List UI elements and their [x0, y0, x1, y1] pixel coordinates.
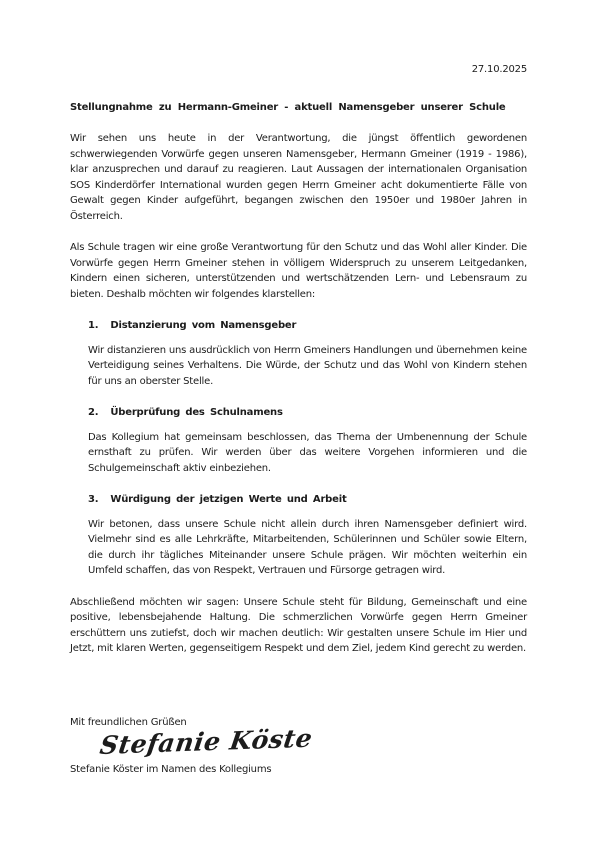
section-heading-text: Überprüfung des Schulnamens	[110, 407, 283, 418]
closing-paragraph: Abschließend möchten wir sagen: Unsere Schule steht für Bildung, Gemeinschaft und eine positive, lebensbejahende Haltung. Die schmerzlichen Vorwürfe gegen Herrn Gmeiner erschüttern uns zutiefst, doch wir machen deutlich: Wir gestalten unsere Schule im Hier und Jetzt, mit klaren Werten, gegenseitigem Respekt und dem Ziel, jedem Kind gerecht zu werden.	[70, 596, 527, 654]
section-number: 2.	[88, 407, 99, 418]
section-body: Das Kollegium hat gemeinsam beschlossen, das Thema der Umbenennung der Schule ernsthaft zu prüfen. Wir werden über das weitere Vorgehen informieren und die Schulgemeinschaft aktiv einbeziehen.	[88, 431, 527, 474]
document-title: Stellungnahme zu Hermann-Gmeiner - aktuell Namensgeber unserer Schule	[70, 101, 506, 113]
responsibility-paragraph: Als Schule tragen wir eine große Verantwortung für den Schutz und das Wohl aller Kinder. Die Vorwürfe gegen Herrn Gmeiner stehen in völligem Widerspruch zu unserem Leitgedanken, Kindern einen sicheren, unterstützenden und wertschätzenden Lern- und Lebensraum zu bieten. Deshalb möchten wir folgendes klarstellen:	[70, 242, 527, 300]
signoff-name: Stefanie Köster im Namen des Kollegiums	[70, 764, 272, 775]
section-body: Wir distanzieren uns ausdrücklich von Herrn Gmeiners Handlungen und übernehmen keine Verteidigung seines Verhaltens. Die Würde, der Schutz und das Wohl von Kindern stehen für uns an oberster Stelle.	[88, 344, 527, 387]
section-body: Wir betonen, dass unsere Schule nicht allein durch ihren Namensgeber definiert wird. Vielmehr sind es alle Lehrkräfte, Mitarbeitenden, Schülerinnen und Schüler sowie Eltern, die durch ihr tägliches Miteinander unsere Schule prägen. Wir möchten weiterhin ein Umfeld schaffen, das von Respekt, Vertrauen und Fürsorge getragen wird.	[88, 518, 527, 576]
salutation: Mit freundlichen Grüßen	[70, 716, 187, 728]
section-heading	[88, 405, 527, 421]
section-ueberpruefung	[70, 405, 527, 476]
section-number: 1.	[88, 320, 99, 331]
section-wuerdigung	[70, 492, 527, 579]
section-heading-text: Würdigung der jetzigen Werte und Arbeit	[110, 494, 347, 505]
document-date: 27.10.2025	[471, 64, 527, 75]
section-heading-text: Distanzierung vom Namensgeber	[110, 320, 297, 331]
section-distanzierung	[70, 318, 527, 389]
section-number: 3.	[88, 494, 99, 505]
intro-paragraph: Wir sehen uns heute in der Verantwortung, die jüngst öffentlich gewordenen schwerwiegenden Vorwürfe gegen unseren Namensgeber, Hermann Gmeiner (1919 - 1986), klar anzusprechen und darauf zu reagieren. Laut Aussagen der internationalen Organisation SOS Kinderdörfer International wurden gegen Herrn Gmeiner acht dokumentierte Fälle von Gewalt gegen Kinder aufgeführt, begangen zwischen den 1950er und 1980er Jahren in Österreich.	[70, 133, 527, 222]
handwritten-signature: Stefanie Köste	[98, 723, 315, 760]
section-heading	[88, 492, 527, 508]
section-heading	[88, 318, 527, 334]
signature-block	[70, 715, 527, 778]
